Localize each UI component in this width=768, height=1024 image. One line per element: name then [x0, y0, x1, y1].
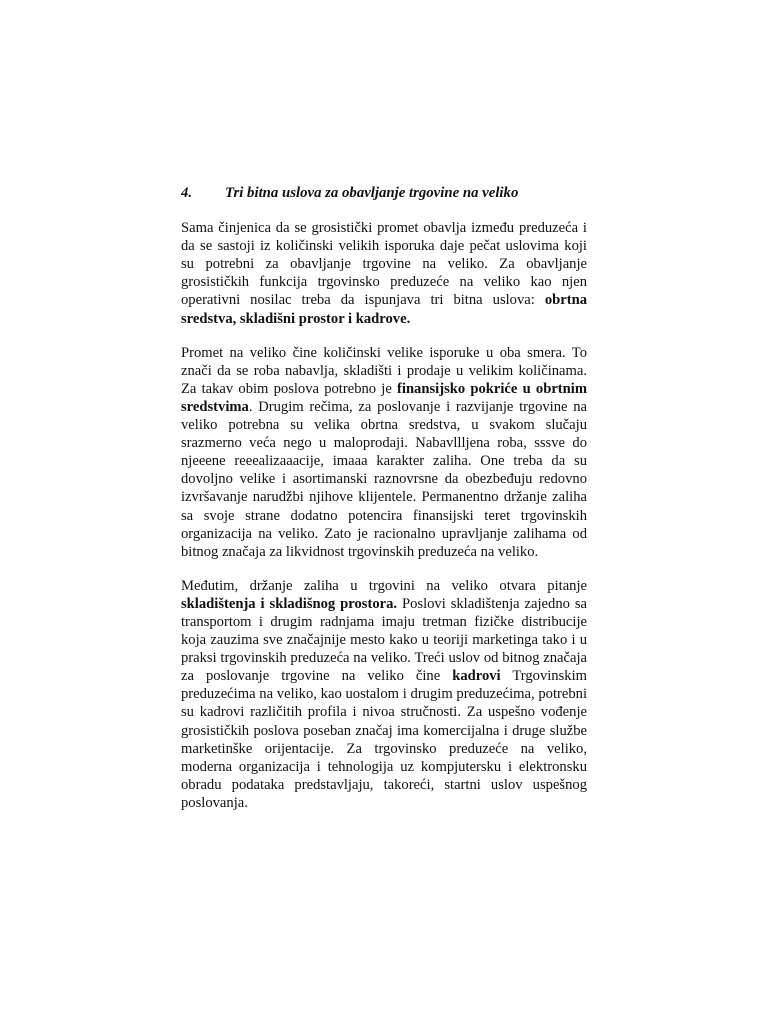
paragraph-text: Promet na veliko čine količinski velike isporuke u oba smera. To znači da se roba nabavlja, skladišti i prodaje u velikim količinama. Za takav obim poslova potrebno je: [181, 344, 587, 397]
bold-phrase: skladištenja i skladišnog prostora.: [181, 595, 398, 612]
paragraph-2: [181, 344, 587, 561]
section-title: Tri bitna uslova za obavljanje trgovine na veliko: [225, 185, 519, 201]
paragraph-text: . Drugim rečima, za poslovanje i razvijanje trgovine na veliko potrebna su velika obrtna sredstva, u svakom slučaju srazmerno veća nego u maloprodaji. Nabavllljena roba, sssve do njeeene reeealizaaacije, imaaa karakter zaliha. One treba da su dovoljno velike i asortimanski raznovrsne da obezbeđuju redovno izvršavanje narudžbi njihove klijentele. Permanentno držanje zaliha sa svoje strane dodatno potencira finansijski teret trgovinskih organizacija na veliko. Zato je racionalno upravljanje zalihama od bitnog značaja za likvidnost trgovinskih preduzeća na veliko.: [181, 398, 587, 560]
paragraph-3: [181, 577, 587, 812]
paragraph-text: Međutim, držanje zaliha u trgovini na veliko otvara pitanje: [181, 577, 587, 594]
section-number: 4.: [181, 185, 193, 201]
bold-phrase: finansijsko pokriće u obrtnim sredstvima: [181, 380, 587, 415]
document-page: [181, 184, 587, 828]
paragraph-text: Sama činjenica da se grosistički promet obavlja između preduzeća i da se sastoji iz količinski velikih isporuka daje pečat uslovima koji su potrebni za obavljanje trgovine na veliko. Za obavljanje grosističkih funkcija trgovinsko preduzeće na veliko kao njen operativni nosilac treba da ispunjava tri bitna uslova:: [181, 220, 587, 309]
bold-phrase: kadrovi: [452, 668, 501, 685]
bold-phrase: obrtna sredstva, skladišni prostor i kadrove.: [181, 292, 587, 327]
paragraph-text: Poslovi skladištenja zajedno sa transportom i drugim radnjama imaju tretman fizičke distribucije koja zauzima sve značajnije mesto kako u teoriji marketinga tako i u praksi trgovinskih preduzeća na veliko. Treći uslov od bitnog značaja za poslovanje trgovine na veliko čine: [181, 595, 587, 685]
section-heading: [181, 184, 587, 202]
paragraph-text: Trgovinskim preduzećima na veliko, kao uostalom i drugim preduzećima, potrebni su kadrovi različitih profila i nivoa stručnosti. Za uspešno vođenje grosističkih poslova poseban značaj ima komercijalna i druge službe marketinške orijentacije. Za trgovinsko preduzeće na veliko, moderna organizacija i tehnologija uz kompjutersku i elektronsku obradu podataka predstavljaju, takoreći, startni uslov uspešnog poslovanja.: [181, 668, 587, 811]
paragraph-1: [181, 219, 587, 328]
